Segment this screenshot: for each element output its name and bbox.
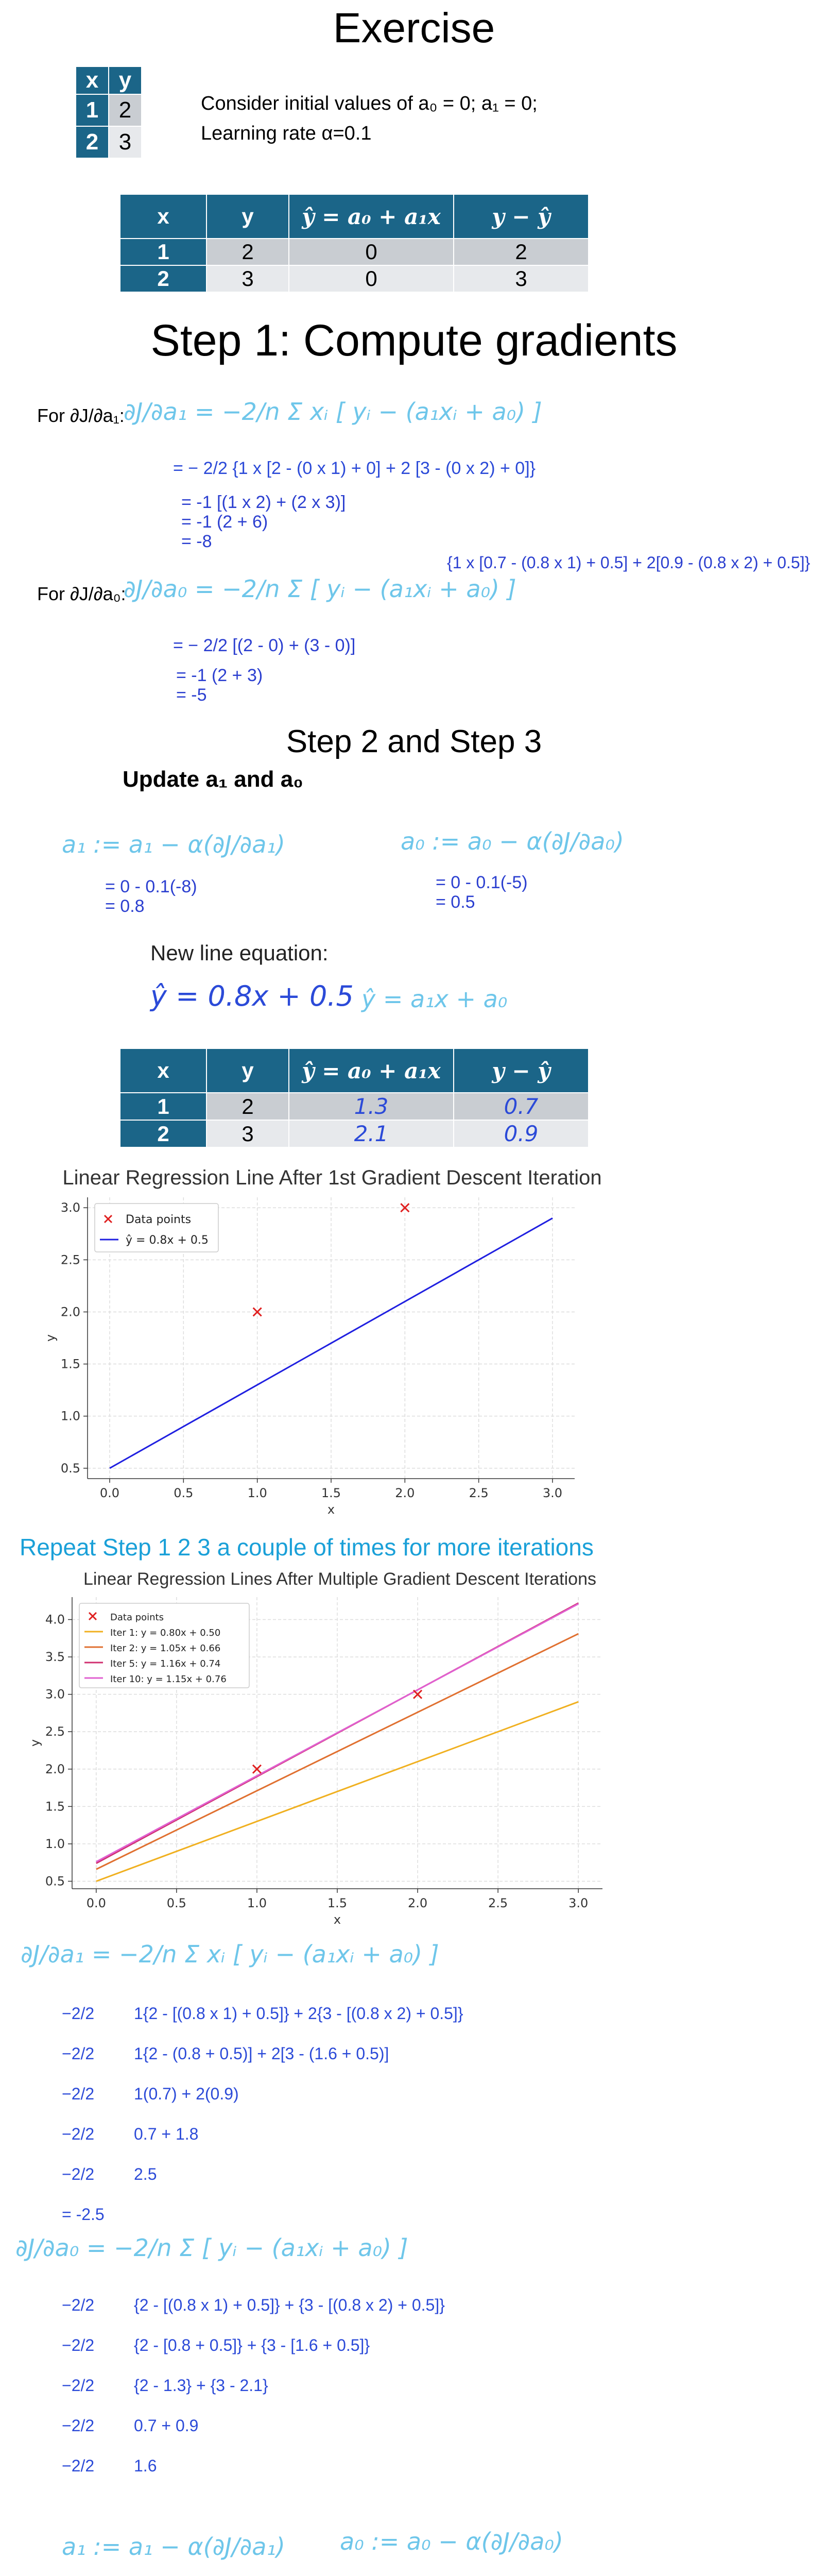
update-a0-line2: = 0.5 [436, 892, 475, 912]
y-tick-label: 0.5 [45, 1874, 65, 1889]
x-tick-label: 0.5 [174, 1486, 194, 1500]
y-tick-label: 3.0 [45, 1687, 65, 1702]
table-header: y [109, 66, 142, 94]
table-cell: 1 [120, 239, 206, 265]
y-tick-label: 2.0 [60, 1304, 80, 1319]
legend-label: ŷ = 0.8x + 0.5 [126, 1234, 209, 1247]
table-header: y − ŷ [454, 1048, 589, 1093]
table-cell: 3 [109, 126, 142, 158]
y-tick-label: 2.5 [45, 1724, 65, 1739]
table-cell: 2 [76, 126, 109, 158]
legend-label: Iter 2: y = 1.05x + 0.66 [110, 1643, 221, 1654]
step-line: 0.7 + 1.8 [134, 2125, 199, 2143]
legend-label: Iter 1: y = 0.80x + 0.50 [110, 1628, 221, 1638]
fraction: −2/2 [62, 2336, 95, 2354]
x-tick-label: 2.5 [488, 1896, 508, 1910]
y-tick-label: 1.0 [60, 1409, 80, 1423]
step-line: = -2.5 [62, 2205, 105, 2224]
grad-a0-line1: = − 2/2 [(2 - 0) + (3 - 0)] [173, 636, 356, 655]
y-axis-label: y [28, 1739, 42, 1747]
step1-heading: Step 1: Compute gradients [150, 316, 678, 365]
table-cell: 2 [206, 1093, 289, 1120]
x-tick-label: 1.0 [247, 1486, 267, 1500]
grad2-a0-formula: ∂J/∂a₀ = −2/n Σ [ yᵢ − (a₁xᵢ + a₀) ] [15, 2234, 408, 2262]
table-cell: 2.1 [289, 1120, 454, 1147]
table-cell: 2 [109, 94, 142, 126]
step-line: 2.5 [134, 2165, 157, 2183]
table-cell: 1 [120, 1093, 206, 1120]
chart1-svg [31, 1190, 587, 1525]
table-header: x [120, 1048, 206, 1093]
fraction: −2/2 [62, 2004, 95, 2023]
step-line: {2 - 1.3} + {3 - 2.1} [134, 2376, 268, 2395]
table-cell: 3 [454, 265, 589, 292]
x-tick-label: 2.0 [407, 1896, 428, 1910]
fraction: −2/2 [62, 2084, 95, 2103]
fraction: −2/2 [62, 2296, 95, 2314]
side-note: {1 x [0.7 - (0.8 x 1) + 0.5] + 2[0.9 - (0.8 x 2) + 0.5]} [447, 553, 810, 572]
grad-a1-line4: = -8 [181, 532, 212, 551]
new-line-label: New line equation: [150, 941, 329, 965]
legend-label: Data points [110, 1612, 164, 1623]
iteration-table-2 [119, 1048, 589, 1148]
table-cell: 2 [454, 239, 589, 265]
x-axis-label: x [333, 1912, 341, 1927]
grad2-a1-steps [62, 2004, 628, 2236]
table-cell: 3 [206, 1120, 289, 1147]
update-a1-formula: a₁ := a₁ − α(∂J/∂a₁) [62, 831, 285, 858]
x-tick-label: 1.5 [327, 1896, 348, 1910]
update-a0-formula: a₀ := a₀ − α(∂J/∂a₀) [401, 827, 624, 855]
page-title: Exercise [333, 5, 495, 52]
step-line: {2 - [(0.8 x 1) + 0.5]} + {3 - [(0.8 x 2) + 0.5]} [134, 2296, 445, 2314]
y-tick-label: 1.5 [45, 1799, 65, 1814]
y-tick-label: 4.0 [45, 1612, 65, 1627]
y-tick-label: 3.5 [45, 1650, 65, 1665]
table-cell: 0.9 [454, 1120, 589, 1147]
legend-label: Iter 5: y = 1.16x + 0.74 [110, 1658, 221, 1669]
chart1-title: Linear Regression Line After 1st Gradient Descent Iteration [62, 1166, 602, 1189]
step-line: 1{2 - [(0.8 x 1) + 0.5]} + 2{3 - [(0.8 x 2) + 0.5]} [134, 2004, 463, 2023]
fraction: −2/2 [62, 2416, 95, 2435]
y-tick-label: 1.5 [60, 1357, 80, 1371]
table-header: ŷ = a₀ + a₁x [289, 194, 454, 239]
y-axis-label: y [43, 1334, 58, 1342]
x-tick-label: 3.0 [568, 1896, 589, 1910]
table-cell: 0 [289, 265, 454, 292]
table-header: y [206, 194, 289, 239]
legend-label: Iter 10: y = 1.15x + 0.76 [110, 1674, 227, 1685]
fraction: −2/2 [62, 2044, 95, 2063]
y-tick-label: 1.0 [45, 1836, 65, 1851]
table-header: y [206, 1048, 289, 1093]
grad2-a0-steps [62, 2296, 669, 2497]
x-axis-label: x [327, 1502, 335, 1517]
fraction: −2/2 [62, 2456, 95, 2475]
small-data-table [75, 66, 142, 159]
intro-line-2: Learning rate α=0.1 [201, 123, 372, 144]
x-tick-label: 2.5 [469, 1486, 489, 1500]
table-cell: 2 [120, 1120, 206, 1147]
table-cell: 3 [206, 265, 289, 292]
grad-a1-line1: = − 2/2 {1 x [2 - (0 x 1) + 0] + 2 [3 - (0 x 2) + 0]} [173, 459, 536, 478]
table-header: y − ŷ [454, 194, 589, 239]
table-cell: 0 [289, 239, 454, 265]
x-tick-label: 0.5 [166, 1896, 186, 1910]
fraction: −2/2 [62, 2165, 95, 2183]
step-line: 1{2 - (0.8 + 0.5)] + 2[3 - (1.6 + 0.5)] [134, 2044, 389, 2063]
update-a1-line2: = 0.8 [105, 896, 145, 916]
y-tick-label: 2.5 [60, 1252, 80, 1267]
fraction: −2/2 [62, 2125, 95, 2143]
grad-a1-line3: = -1 (2 + 6) [181, 512, 268, 532]
step-line: {2 - [0.8 + 0.5]} + {3 - [1.6 + 0.5]} [134, 2336, 370, 2354]
update-a0-line1: = 0 - 0.1(-5) [436, 873, 528, 892]
iteration-table-1 [119, 194, 589, 293]
x-tick-label: 0.0 [86, 1896, 106, 1910]
table-header: x [76, 66, 109, 94]
chart2-svg [10, 1590, 623, 1935]
step-line: 0.7 + 0.9 [134, 2416, 199, 2435]
update2-a1-formula: a₁ := a₁ − α(∂J/∂a₁) [62, 2533, 285, 2561]
x-tick-label: 1.0 [247, 1896, 267, 1910]
new-line-general: ŷ = a₁x + a₀ [361, 985, 508, 1013]
grad2-a1-formula: ∂J/∂a₁ = −2/n Σ xᵢ [ yᵢ − (a₁xᵢ + a₀) ] [21, 1940, 439, 1968]
new-line-equation: ŷ = 0.8x + 0.5 [150, 980, 354, 1012]
x-tick-label: 3.0 [542, 1486, 563, 1500]
x-tick-label: 2.0 [395, 1486, 415, 1500]
step-line: 1(0.7) + 2(0.9) [134, 2084, 239, 2103]
x-tick-label: 1.5 [321, 1486, 341, 1500]
x-tick-label: 0.0 [99, 1486, 120, 1500]
y-tick-label: 2.0 [45, 1761, 65, 1776]
table-cell: 1 [76, 94, 109, 126]
intro-line-1: Consider initial values of a₀ = 0; a₁ = 0; [201, 93, 538, 114]
grad-a1-label: For ∂J/∂a₁: [37, 405, 125, 426]
y-tick-label: 3.0 [60, 1200, 80, 1215]
table-cell: 0.7 [454, 1093, 589, 1120]
grad-a1-line2: = -1 [(1 x 2) + (2 x 3)] [181, 493, 346, 512]
update2-a0-formula: a₀ := a₀ − α(∂J/∂a₀) [340, 2528, 563, 2555]
grad-a1-formula: ∂J/∂a₁ = −2/n Σ xᵢ [ yᵢ − (a₁xᵢ + a₀) ] [124, 398, 542, 426]
repeat-note: Repeat Step 1 2 3 a couple of times for more iterations [20, 1534, 594, 1561]
step23-heading: Step 2 and Step 3 [286, 724, 542, 759]
grad-a0-line2: = -1 (2 + 3) [176, 666, 263, 685]
table-header: ŷ = a₀ + a₁x [289, 1048, 454, 1093]
legend-label: Data points [126, 1213, 192, 1226]
table-cell: 2 [120, 265, 206, 292]
table-cell: 2 [206, 239, 289, 265]
table-cell: 1.3 [289, 1093, 454, 1120]
grad-a0-line3: = -5 [176, 685, 207, 705]
grad-a0-formula: ∂J/∂a₀ = −2/n Σ [ yᵢ − (a₁xᵢ + a₀) ] [124, 575, 516, 603]
table-header: x [120, 194, 206, 239]
update-a1-line1: = 0 - 0.1(-8) [105, 877, 197, 896]
chart2-title: Linear Regression Lines After Multiple Gradient Descent Iterations [83, 1569, 596, 1589]
step-line: 1.6 [134, 2456, 157, 2475]
fraction: −2/2 [62, 2376, 95, 2395]
grad-a0-label: For ∂J/∂a₀: [37, 583, 126, 604]
update-heading: Update a₁ and a₀ [123, 767, 303, 792]
y-tick-label: 0.5 [60, 1461, 80, 1476]
